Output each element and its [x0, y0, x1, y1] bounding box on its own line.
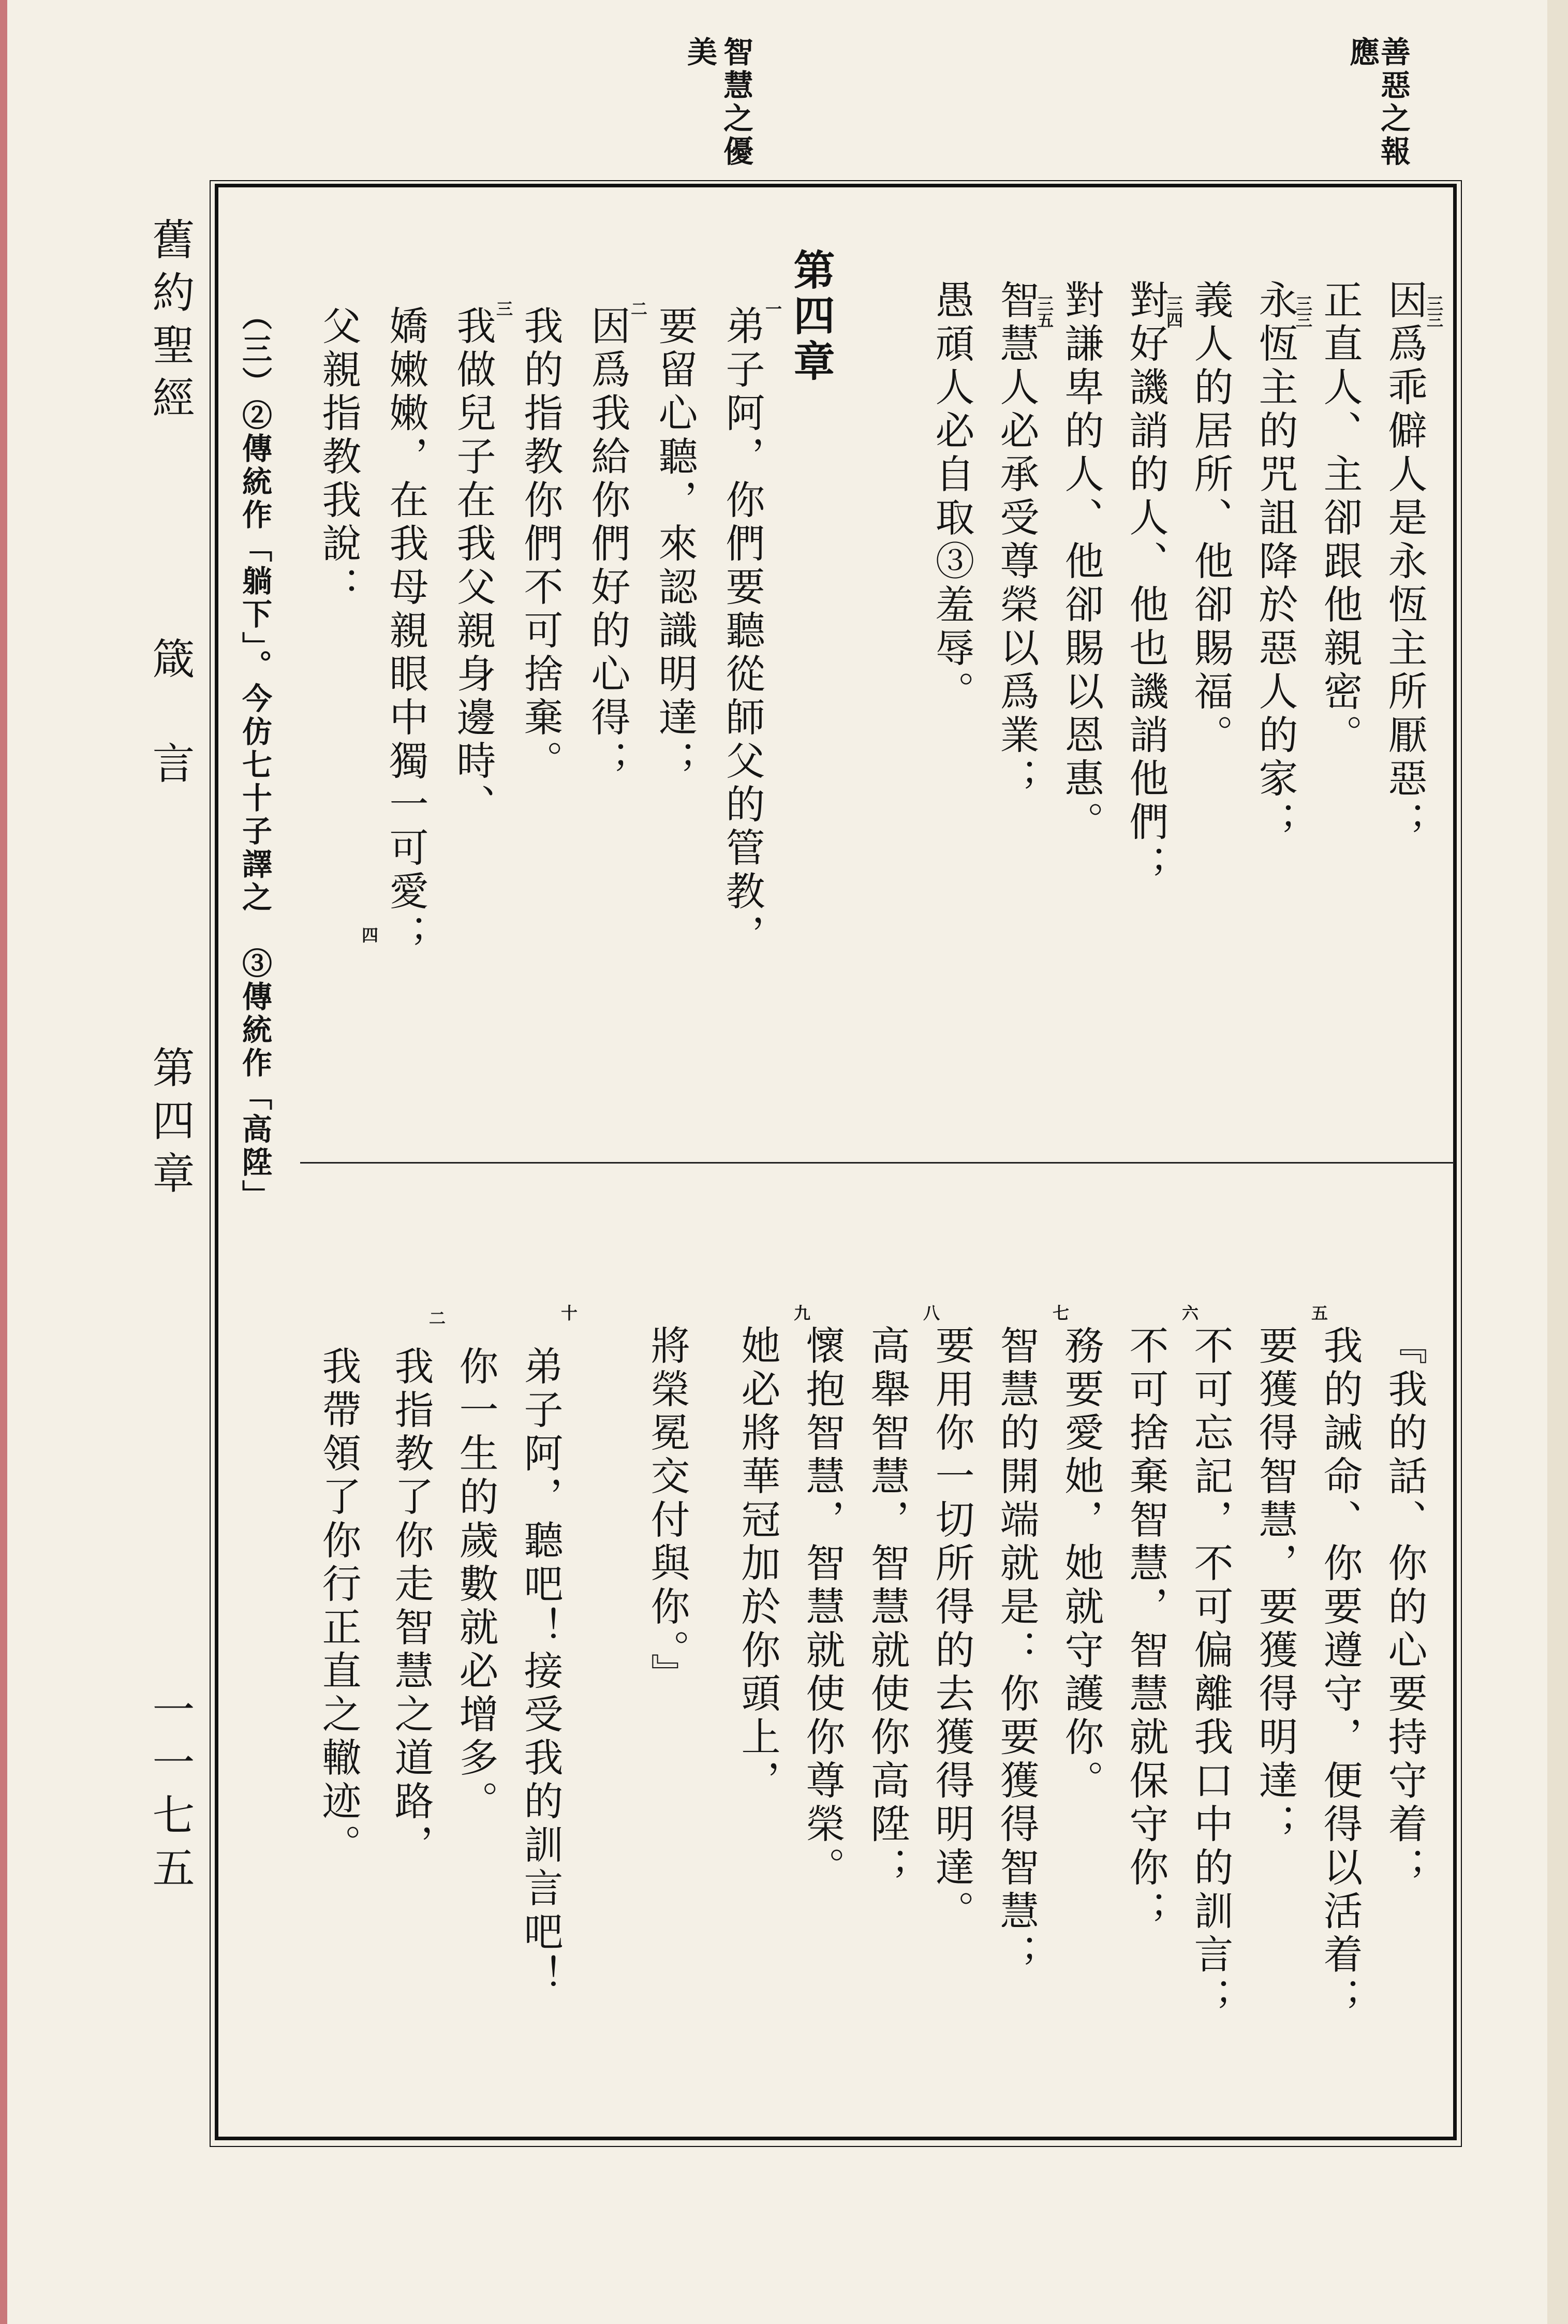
verse-line: 智慧人必承受尊榮以爲業；	[994, 280, 1040, 801]
verse-line: 嬌嫩嫩，在我母親眼中獨一可愛；	[383, 305, 429, 958]
verse-line: 因爲乖僻人是永恆主所厭惡；	[1382, 280, 1428, 845]
verse-number: 三	[494, 300, 513, 317]
verse-line: 我指教了你走智慧之道路，	[388, 1346, 434, 1867]
verse-line: 要留心聽，來認識明達；	[652, 305, 698, 784]
verse-line: 永恆主的咒詛降於惡人的家；	[1252, 280, 1298, 845]
column-divider	[300, 1162, 1454, 1164]
verse-number: 四	[359, 926, 379, 943]
verse-line: 懷抱智慧，智慧就使你尊榮。	[800, 1325, 846, 1890]
verse-number: 三三	[1293, 295, 1313, 328]
verse-number: 六	[1179, 1304, 1199, 1321]
verse-line: 對謙卑的人、他卻賜以恩惠。	[1058, 280, 1104, 845]
running-head-right-2: 應	[1344, 36, 1380, 69]
page-number: 一一七五	[145, 1687, 195, 1899]
page-edge-right	[1547, 0, 1568, 2324]
footnote: （三）②傳統作「躺下」。今仿七十子譯之 ③傳統作「高陞」	[237, 300, 272, 1213]
verse-number: 十	[558, 1304, 578, 1321]
verse-line: 要用你一切所得的去獲得明達。	[929, 1325, 975, 1934]
verse-number: 一	[763, 300, 782, 317]
verse-line: 她必將華冠加於你頭上，	[735, 1325, 781, 1803]
verse-line: 對好譏誚的人、他也譏誚他們；	[1123, 280, 1169, 888]
verse-number: 二	[426, 1310, 446, 1326]
running-head-left: 智慧之優	[718, 36, 753, 169]
verse-line: 智慧的開端就是：你要獲得智慧；	[994, 1325, 1040, 1977]
verse-number: 三五	[1034, 295, 1054, 328]
verse-number: 三三	[1424, 295, 1444, 328]
verse-line: 愚頑人必自取③羞辱。	[929, 280, 975, 714]
verse-number: 九	[791, 1304, 811, 1321]
chapter-label: 第四章	[145, 1046, 195, 1204]
verse-line: 弟子阿，你們要聽從師父的管教，	[719, 305, 765, 958]
verse-line: 因爲我給你們好的心得；	[585, 305, 631, 784]
verse-line: 你一生的歲數就必增多。	[453, 1346, 499, 1824]
verse-number: 七	[1050, 1304, 1070, 1321]
page-edge	[0, 0, 7, 2324]
verse-line: 我的指教你們不可捨棄。	[517, 305, 564, 784]
verse-line: 不可捨棄智慧，智慧就保守你；	[1123, 1325, 1169, 1934]
verse-line: 我做兒子在我父親身邊時、	[450, 305, 496, 827]
verse-line: 我帶領了你行正直之轍迹。	[316, 1346, 362, 1867]
verse-line: 父親指教我說：	[316, 305, 362, 610]
verse-number: 二	[628, 300, 648, 317]
verse-line: 將榮冕交付與你。』	[644, 1325, 690, 1697]
verse-number: 三四	[1164, 295, 1184, 328]
chapter-heading: 第四章	[787, 248, 835, 385]
verse-line: 弟子阿，聽吧！接受我的訓言吧！	[517, 1346, 564, 1998]
verse-line: 正直人、主卻跟他親密。	[1317, 280, 1363, 758]
verse-number: 八	[921, 1304, 940, 1321]
verse-line: 不可忘記，不可偏離我口中的訓言；	[1188, 1325, 1234, 2021]
verse-line: 我的誡命、你要遵守，便得以活着；	[1317, 1325, 1363, 2021]
book-title: 舊約聖經	[145, 217, 195, 429]
verse-line: 義人的居所、他卻賜福。	[1188, 280, 1234, 758]
verse-line: 務要愛她，她就守護你。	[1058, 1325, 1104, 1803]
verse-line: 高舉智慧，智慧就使你高陞；	[864, 1325, 910, 1890]
verse-number: 五	[1309, 1304, 1328, 1321]
verse-line: 要獲得智慧，要獲得明達；	[1252, 1325, 1298, 1847]
running-head-right: 善惡之報	[1375, 36, 1411, 169]
running-head-left-2: 美	[682, 36, 717, 69]
verse-line: 『我的話、你的心要持守着；	[1382, 1325, 1428, 1890]
book-name: 箴言	[145, 637, 195, 846]
